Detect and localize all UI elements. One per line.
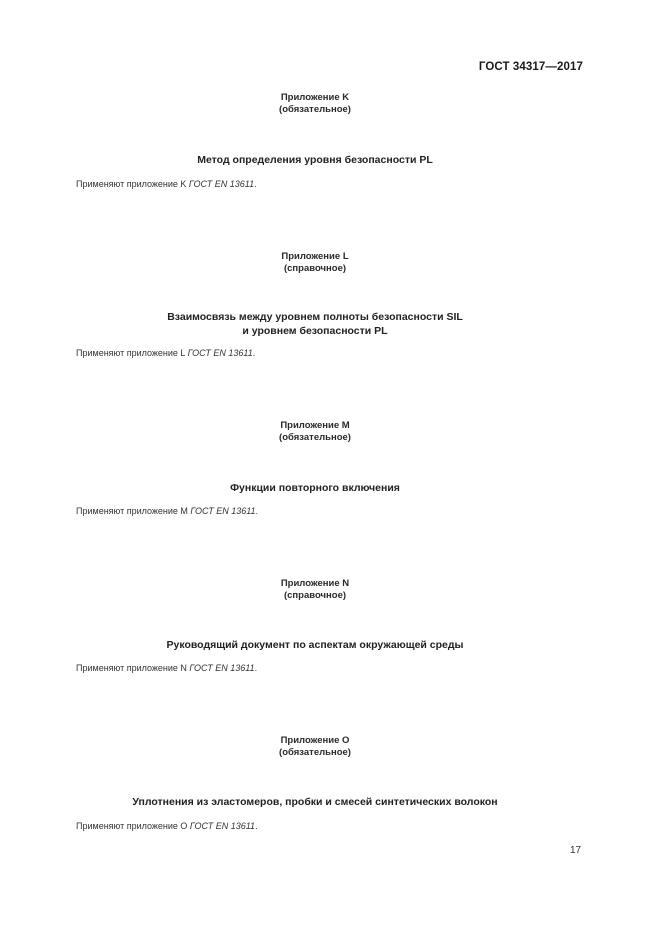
annex-m-body-end: . [255, 506, 259, 516]
annex-m-status: (обязательное) [279, 432, 351, 443]
annex-k-body [76, 178, 257, 190]
annex-o-title: Уплотнения из эластомеров, пробки и смесей синтетических волокон [132, 796, 498, 808]
annex-o-status: (обязательное) [279, 747, 351, 758]
annex-l-body-end: . [252, 348, 256, 358]
annex-n-body-text: Применяют приложение N [76, 663, 190, 673]
annex-m-body [76, 505, 258, 517]
annex-l-heading: Приложение L [281, 251, 349, 262]
annex-n-heading: Приложение N [280, 578, 350, 589]
annex-n-title: Руководящий документ по аспектам окружающей среды [166, 639, 464, 651]
standard-code-header: ГОСТ 34317—2017 [478, 61, 583, 73]
annex-n-body-end: . [254, 663, 258, 673]
annex-k-body-end: . [254, 179, 257, 189]
annex-l-body-text: Применяют приложение L [76, 348, 188, 358]
annex-l-title-line-1: Взаимосвязь между уровнем полноты безопасности SIL [167, 311, 463, 323]
annex-k-title: Метод определения уровня безопасности PL [197, 154, 433, 166]
annex-k-reference: ГОСТ EN 13611 [188, 179, 255, 189]
annex-k-body-text: Применяют приложение K [76, 179, 189, 189]
annex-k-status: (обязательное) [279, 104, 351, 115]
annex-n-reference: ГОСТ EN 13611 [189, 663, 255, 673]
annex-n-body [76, 662, 257, 674]
annex-o-heading: Приложение O [280, 735, 350, 746]
annex-m-heading: Приложение M [280, 420, 350, 431]
annex-o-body-end: . [255, 821, 258, 831]
annex-k-heading: Приложение K [280, 92, 350, 103]
annex-m-body-text: Применяют приложение M [76, 506, 191, 516]
annex-l-status: (справочное) [283, 263, 347, 274]
annex-o-reference: ГОСТ EN 13611 [189, 821, 256, 831]
annex-o-body-text: Применяют приложение O [76, 821, 190, 831]
page-number: 17 [570, 845, 582, 856]
annex-n-status: (справочное) [283, 590, 347, 601]
annex-l-reference: ГОСТ EN 13611 [187, 348, 253, 358]
annex-l-body [76, 347, 255, 359]
annex-m-title: Функции повторного включения [230, 482, 400, 494]
annex-l-title-line-2: и уровнем безопасности PL [242, 325, 388, 337]
annex-m-reference: ГОСТ EN 13611 [190, 506, 256, 516]
annex-o-body [76, 820, 258, 832]
